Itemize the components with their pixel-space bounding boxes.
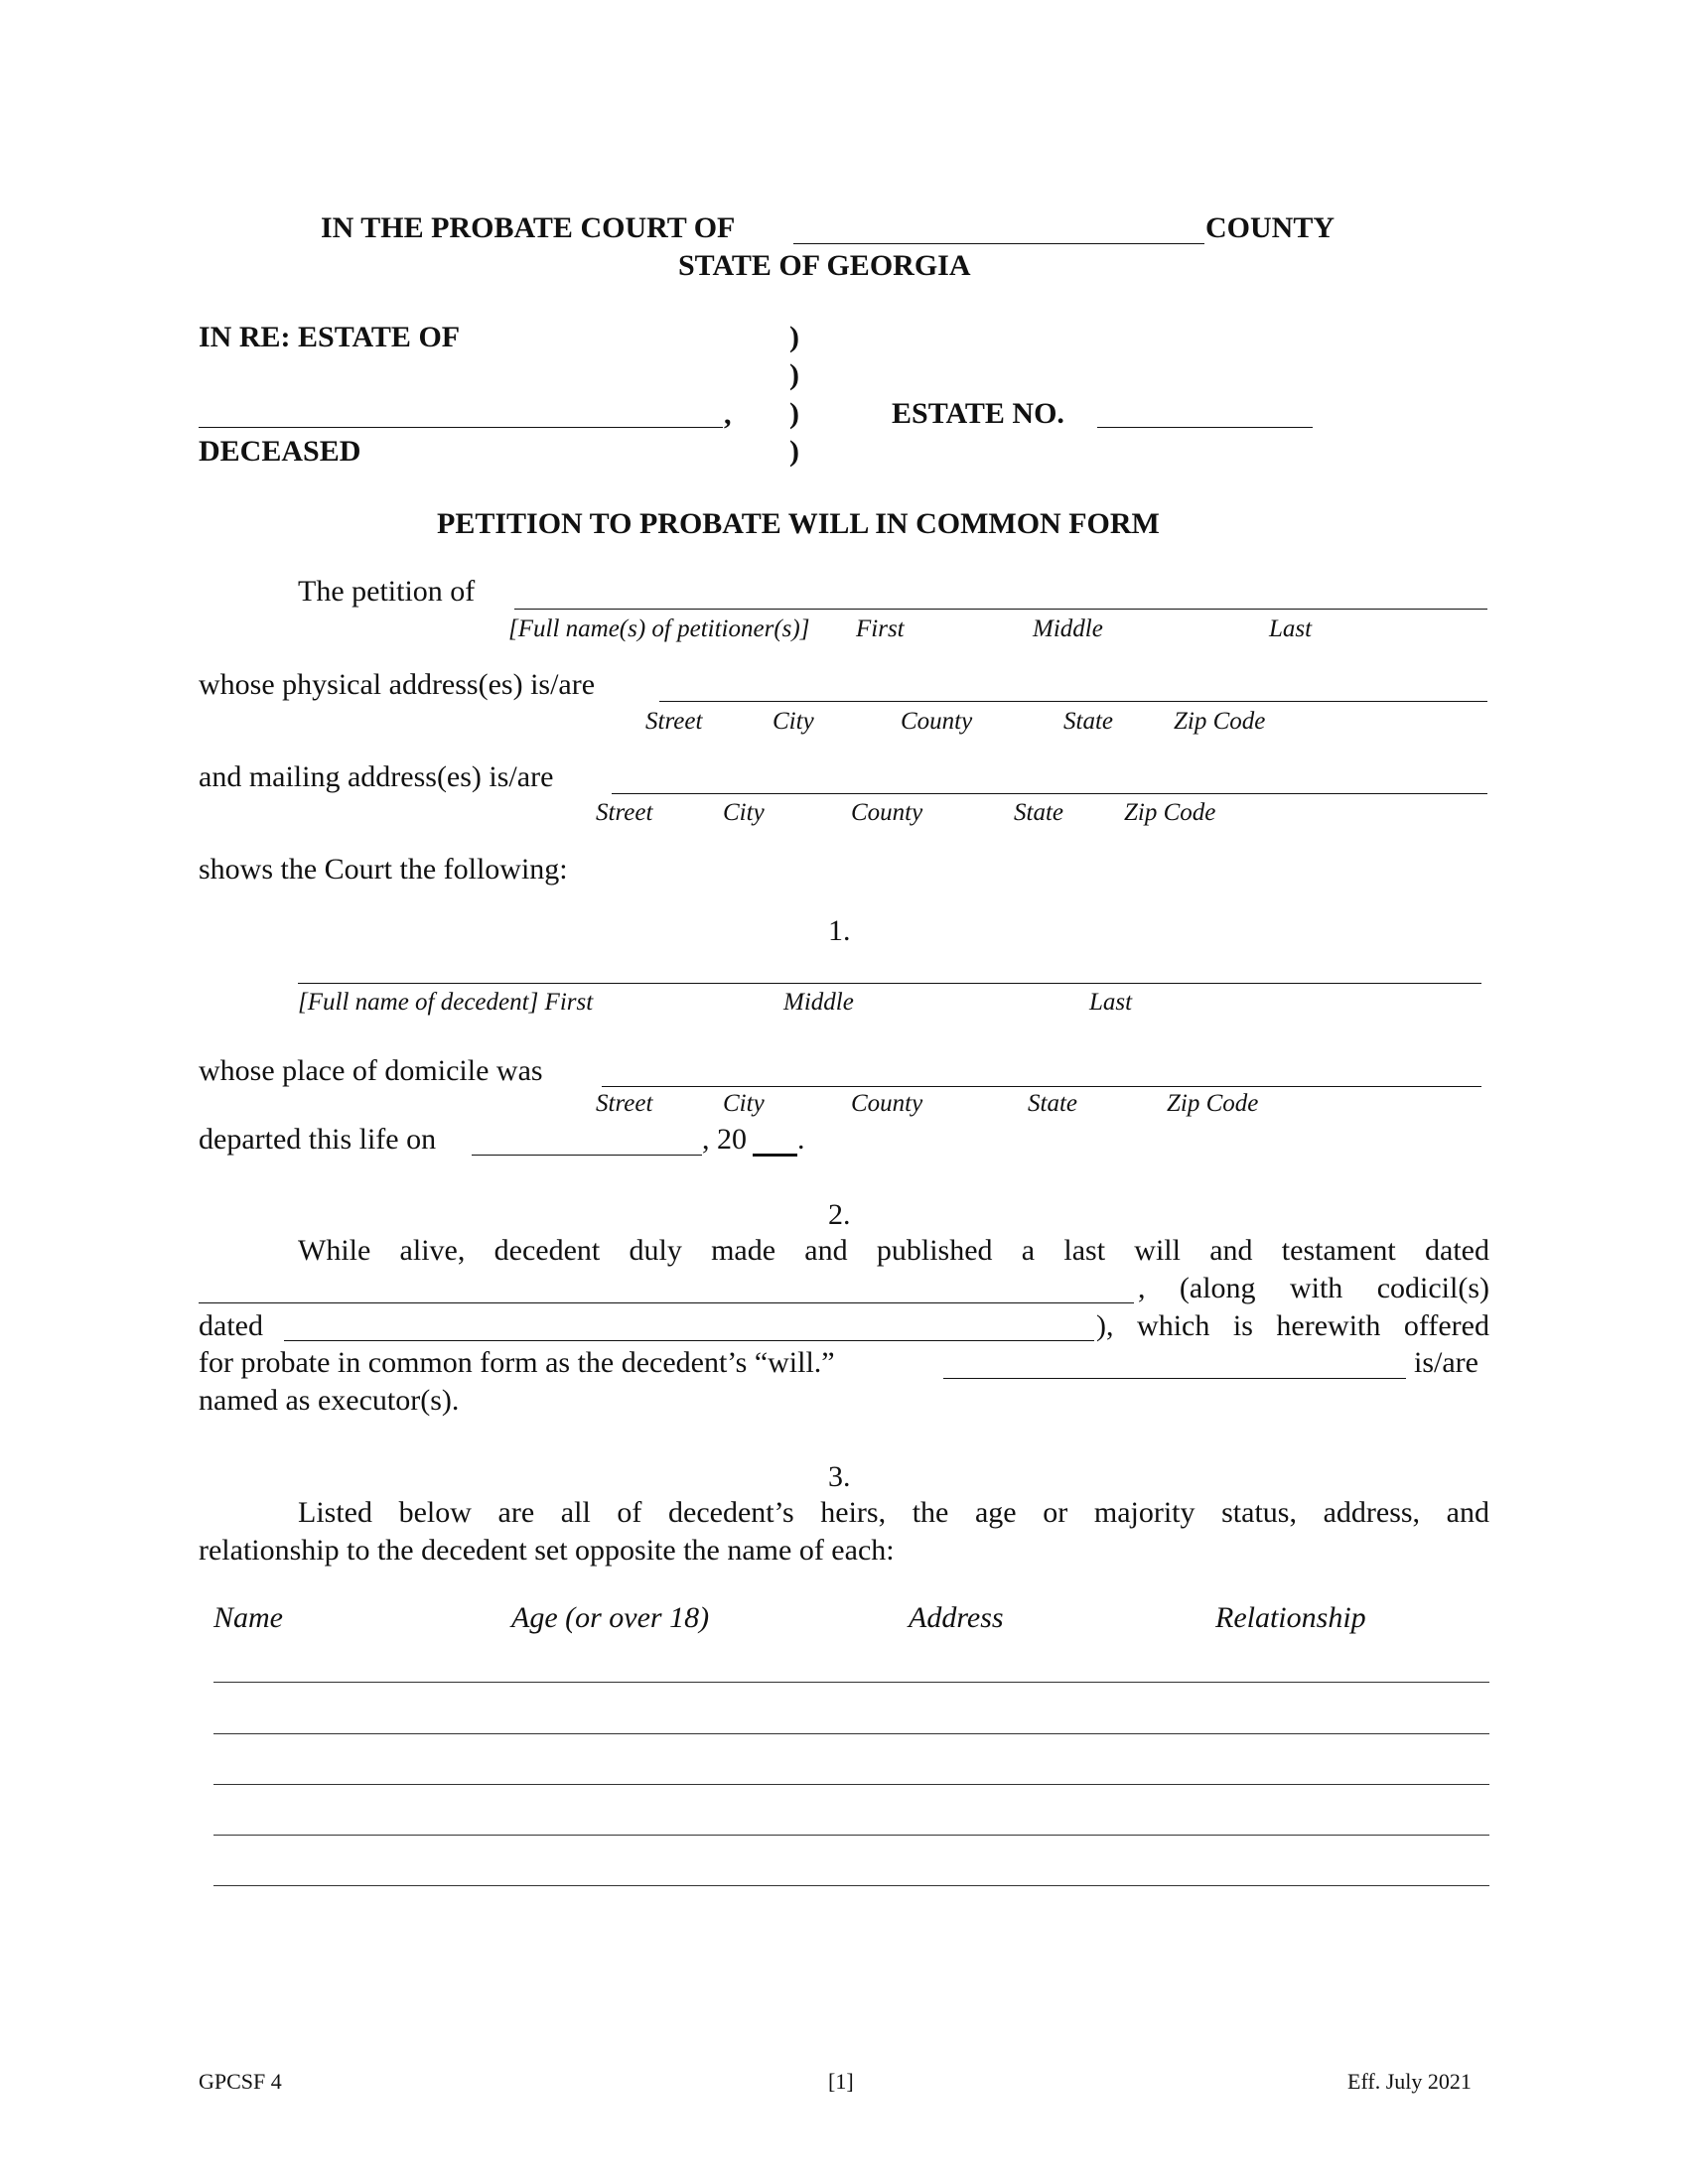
heirs-column-name: Name [213,1601,283,1634]
heir-entry-line[interactable] [213,1682,1489,1683]
departed-period: . [797,1123,805,1156]
will-date-field[interactable] [199,1302,1134,1303]
heirs-column-address: Address [909,1601,1004,1634]
codicil-date-field[interactable] [284,1340,1094,1341]
caption-state: State [1063,708,1113,735]
caption-paren: ) [789,435,799,468]
deceased-label: DECEASED [199,435,361,468]
domicile-label: whose place of domicile was [199,1054,543,1087]
caption-paren: ) [789,358,799,391]
state-heading: STATE OF GEORGIA [678,249,971,282]
heirs-column-relationship: Relationship [1215,1601,1366,1634]
caption-street: Street [596,1090,653,1117]
heirs-column-age: Age (or over 18) [511,1601,710,1634]
physical-address-label: whose physical address(es) is/are [199,668,596,701]
caption-county: County [851,799,923,826]
heirs-statement-line-1: Listed below are all of decedent’s heirs, the age or majority status, address, and [298,1496,1489,1529]
in-re-estate-label: IN RE: ESTATE OF [199,321,461,353]
death-date-field[interactable] [472,1155,702,1156]
caption-street: Street [645,708,703,735]
section-number-2: 2. [828,1198,851,1231]
section-number-1: 1. [828,914,851,947]
will-statement-line-5: named as executor(s). [199,1384,460,1417]
petition-of-label: The petition of [298,575,476,608]
decedent-caption-full: [Full name of decedent] First [298,989,594,1016]
petitioner-caption-middle: Middle [1033,615,1103,642]
county-name-field[interactable] [793,243,1204,244]
heirs-statement-line-2: relationship to the decedent set opposite the name of each: [199,1534,895,1567]
caption-comma: , [724,398,732,431]
effective-date: Eff. July 2021 [1347,2069,1472,2094]
decedent-name-field[interactable] [199,427,723,428]
departed-label: departed this life on [199,1123,437,1156]
mailing-address-label: and mailing address(es) is/are [199,760,554,793]
decedent-caption-middle: Middle [783,989,854,1016]
caption-county: County [851,1090,923,1117]
caption-city: City [723,1090,765,1117]
form-id: GPCSF 4 [199,2069,282,2094]
petitioner-name-field[interactable] [514,609,1487,610]
caption-paren: ) [789,397,799,430]
shows-court-text: shows the Court the following: [199,853,568,886]
caption-zip: Zip Code [1167,1090,1259,1117]
caption-state: State [1014,799,1063,826]
caption-county: County [901,708,973,735]
death-year-field[interactable] [753,1154,797,1157]
page-number: [1] [828,2069,854,2094]
will-statement-line-3: ), which is herewith offered [1096,1309,1489,1342]
mailing-address-field[interactable] [612,793,1487,794]
caption-zip: Zip Code [1174,708,1266,735]
caption-state: State [1028,1090,1077,1117]
physical-address-field[interactable] [659,701,1487,702]
executor-isare: is/are [1414,1346,1478,1379]
heir-entry-line[interactable] [213,1784,1489,1785]
caption-zip: Zip Code [1124,799,1216,826]
caption-city: City [723,799,765,826]
decedent-full-name-field[interactable] [298,983,1481,984]
will-statement-line-1: While alive, decedent duly made and published a last will and testament dated [298,1234,1489,1267]
court-heading-suffix: COUNTY [1205,211,1336,244]
caption-city: City [773,708,814,735]
domicile-field[interactable] [602,1086,1481,1087]
petitioner-caption-last: Last [1269,615,1313,642]
departed-year-prefix: , 20 [702,1123,747,1156]
petitioner-caption-full: [Full name(s) of petitioner(s)] [508,615,810,642]
estate-no-label: ESTATE NO. [892,397,1064,430]
caption-street: Street [596,799,653,826]
caption-paren: ) [789,321,799,353]
heir-entry-line[interactable] [213,1835,1489,1836]
heir-entry-line[interactable] [213,1733,1489,1734]
document-title: PETITION TO PROBATE WILL IN COMMON FORM [437,507,1160,540]
will-statement-line-2: , (along with codicil(s) [1138,1272,1489,1304]
court-heading-prefix: IN THE PROBATE COURT OF [321,211,736,244]
section-number-3: 3. [828,1460,851,1493]
will-statement-line-4: for probate in common form as the decedent’s “will.” [199,1346,835,1379]
petitioner-caption-first: First [856,615,905,642]
decedent-caption-last: Last [1089,989,1133,1016]
estate-number-field[interactable] [1097,427,1313,428]
heir-entry-line[interactable] [213,1885,1489,1886]
codicil-dated-label: dated [199,1309,263,1342]
executor-name-field[interactable] [943,1378,1406,1379]
